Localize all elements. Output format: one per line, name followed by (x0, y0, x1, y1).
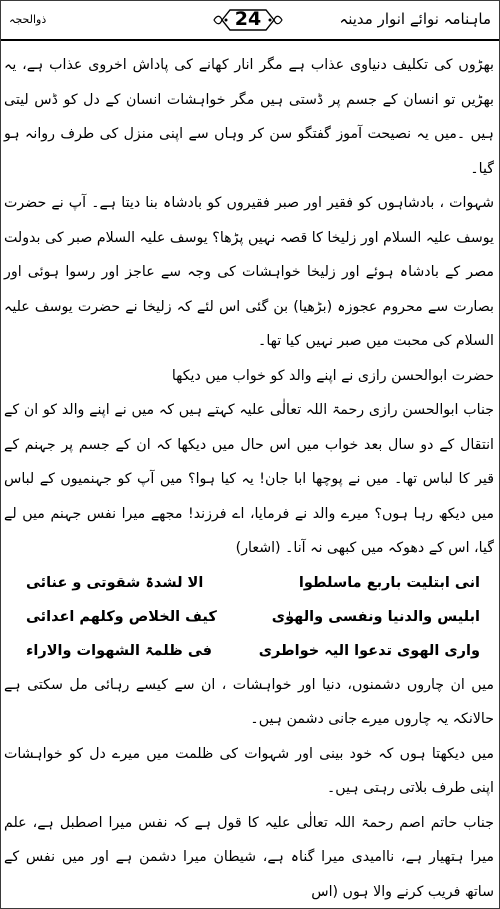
verse-first-half: انی ابتلیت باربع ماسلطوا (298, 574, 480, 591)
page-header (1, 1, 499, 41)
page-number: 24 (234, 8, 262, 30)
section-heading: حضرت ابوالحسن رازی نے اپنے والد کو خواب میں دیکھا (171, 367, 494, 384)
verse-line (4, 600, 494, 634)
issue-month: ذوالحجہ (9, 13, 47, 26)
paragraph-1: بھڑوں کی تکلیف دنیاوی عذاب ہے مگر انار کھانے کی پاداش اخروی عذاب ہے، یہ بھڑیں تو انسان کے جسم پر ڈستی ہیں مگر خواہشات انسان کے دل کو ڈس لیتی ہیں ۔میں یہ نصیحت آموز گفتگو سن کر وہاں سے اپنی منزل کی طرف روانہ ہو گیا۔ (4, 57, 494, 177)
verse-line (4, 566, 494, 600)
paragraph-5: میں دیکھتا ہوں کہ خود بینی اور شہوات کی ظلمت میں میرے دل کو خواہشات اپنی طرف بلاتی رہتی ہیں۔ (4, 745, 494, 796)
paragraph-4: میں ان چاروں دشمنوں، دنیا اور خواہشات ، ان سے کیسے رہائی مل سکتی ہے حالانکہ یہ چاروں میرے جانی دشمن ہیں۔ (4, 676, 494, 727)
paragraph-6: جناب حاتم اصم رحمۃ اللہ تعالٰی علیہ کا قول ہے کہ نفس میرا اصطبل ہے، علم میرا ہتھیار ہے، ناامیدی میرا گناہ ہے، شیطان میرا دشمن ہے اور میں نفس کے ساتھ فریب کرنے والا ہوں (اس (4, 814, 494, 900)
verse-line (4, 634, 494, 668)
page-number-ornament (212, 5, 284, 35)
paragraph-3: جناب ابوالحسن رازی رحمۃ اللہ تعالٰی علیہ کہتے ہیں کہ میں نے اپنے والد کو ان کے انتقال کے دو سال بعد خواب میں اس حال میں دیکھا کہ ان کے جسم پر جہنم کے قیر کا لباس تھا۔ میں نے پوچھا ابا جان! یہ کیا ہوا؟ میں آپ کو جہنمیوں کے لباس میں دیکھ رہا ہوں؟ میرے والد نے فرمایا، اے فرزند! مجھے میرا نفس جہنم میں لے گیا، اس کے دھوکہ میں کبھی نہ آنا۔ (اشعار) (4, 402, 494, 556)
verse-second-half: الا لشدۃ شقوتی و عنائی (26, 574, 204, 591)
article-body (4, 48, 494, 909)
verse-first-half: واری الھوی تدعوا الیہ خواطری (258, 642, 480, 659)
paragraph-2: شہوات ، بادشاہوں کو فقیر اور صبر فقیروں کو بادشاہ بنا دیتا ہے۔ آپ نے حضرت یوسف علیہ السلام اور زلیخا کا قصہ نہیں پڑھا؟ یوسف علیہ السلام صبر کی بدولت مصر کے بادشاہ ہوئے اور زلیخا خواہشات کی وجہ سے عاجز اور رسوا ہوئی اور بصارت سے محروم عجوزہ (بڑھیا) بن گئی اس لئے کہ زلیخا نے حضرت یوسف علیہ السلام کی محبت میں صبر نہیں کیا تھا۔ (4, 195, 494, 349)
verse-second-half: کیف الخلاص وکلھم اعدائی (26, 608, 217, 625)
journal-title: ماہنامہ نوائے انوار مدینہ (339, 10, 491, 28)
verse-second-half: فی ظلمۃ الشھوات والاراء (26, 642, 212, 659)
verse-first-half: ابلیس والدنیا ونفسی والھوٰی (271, 608, 480, 625)
